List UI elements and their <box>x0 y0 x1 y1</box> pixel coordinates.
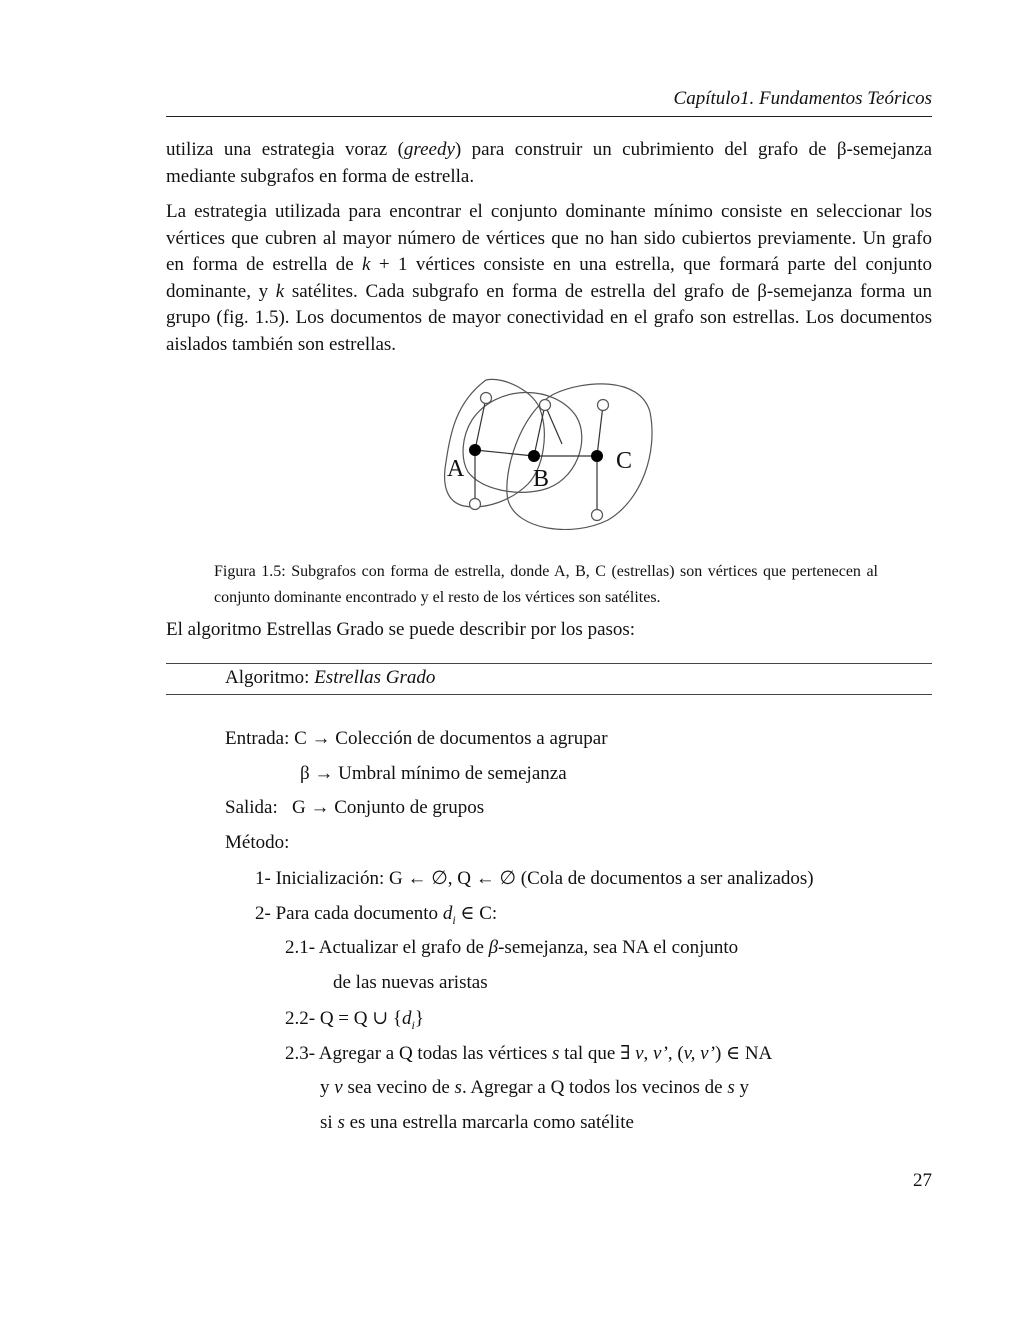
satellite-vertex <box>481 393 492 404</box>
edge <box>475 450 534 456</box>
running-header: Capítulo1. Fundamentos Teóricos <box>673 88 932 109</box>
algorithm-method: Método: <box>225 832 290 853</box>
satellite-vertex <box>598 400 609 411</box>
cluster-b-boundary <box>463 392 582 492</box>
algorithm-threshold: β → Umbral mínimo de semejanza <box>300 763 567 784</box>
satellite-vertex <box>592 510 603 521</box>
algorithm-top-rule <box>166 663 932 664</box>
edge <box>597 405 603 456</box>
star-subgraphs-figure <box>436 372 654 530</box>
step-2-3: 2.3- Agregar a Q todas las vértices s tal que ∃ v, v’, (v, v’) ∈ NA <box>285 1043 773 1064</box>
header-rule <box>166 116 932 117</box>
edge <box>545 405 562 444</box>
star-vertex-c <box>591 450 603 462</box>
paragraph-2: La estrategia utilizada para encontrar el conjunto dominante mínimo consiste en seleccionar los vértices que cubren al mayor número de vértices que no han sido cubiertos previamente. Un grafo en forma de estrella de k + 1 vértices consiste en una estrella, que formará parte del conjunto dominante, y k satélites. Cada subgrafo en forma de estrella del grafo de β-semejanza forma un grupo (fig. 1.5). Los documentos de mayor conectividad en el grafo son estrellas. Los documentos aislados también son estrellas. <box>166 201 932 355</box>
step-2-1: 2.1- Actualizar el grafo de β-semejanza, sea NA el conjunto <box>285 937 739 958</box>
algorithm-bottom-rule <box>166 694 932 695</box>
step-2-2: 2.2- Q = Q ∪ $\{d_i\}$ <box>285 1008 424 1032</box>
algorithm-intro: El algoritmo Estrellas Grado se puede describir por los pasos: <box>166 619 636 640</box>
step-2-3-continued: y v sea vecino de s. Agregar a Q todos los vecinos de s y <box>320 1077 750 1098</box>
step-2-1-continued: de las nuevas aristas <box>333 972 488 993</box>
label-b: B <box>533 466 550 492</box>
step-2: 2- Para cada documento $d_i$ ∈ C: <box>255 903 498 927</box>
algorithm-input: Entrada: C → Colección de documentos a agrupar <box>225 728 608 749</box>
algorithm-output: Salida: G → Conjunto de grupos <box>225 797 485 818</box>
figure-caption: Figura 1.5: Subgrafos con forma de estrella, donde A, B, C (estrellas) son vértices que pertenecen al conjunto dominante encontrado y el resto de los vértices son satélites. <box>214 563 878 606</box>
satellite-vertex <box>470 499 481 510</box>
page-number: 27 <box>913 1170 932 1191</box>
algorithm-title: Algoritmo: Estrellas Grado <box>225 667 436 688</box>
paragraph-1: utiliza una estrategia voraz (greedy) para construir un cubrimiento del grafo de β-semejanza mediante subgrafos en forma de estrella. <box>166 139 932 187</box>
edge <box>475 398 486 450</box>
star-vertex-b <box>528 450 540 462</box>
satellite-vertex <box>540 400 551 411</box>
star-vertex-a <box>469 444 481 456</box>
step-1: 1- Inicialización: G ← ∅, Q ← ∅ (Cola de documentos a ser analizados) <box>255 868 814 889</box>
label-c: C <box>616 448 633 474</box>
cluster-a-boundary <box>445 379 545 506</box>
step-2-3-continued-2: si s es una estrella marcarla como satélite <box>320 1112 634 1133</box>
label-a: A <box>447 456 465 482</box>
